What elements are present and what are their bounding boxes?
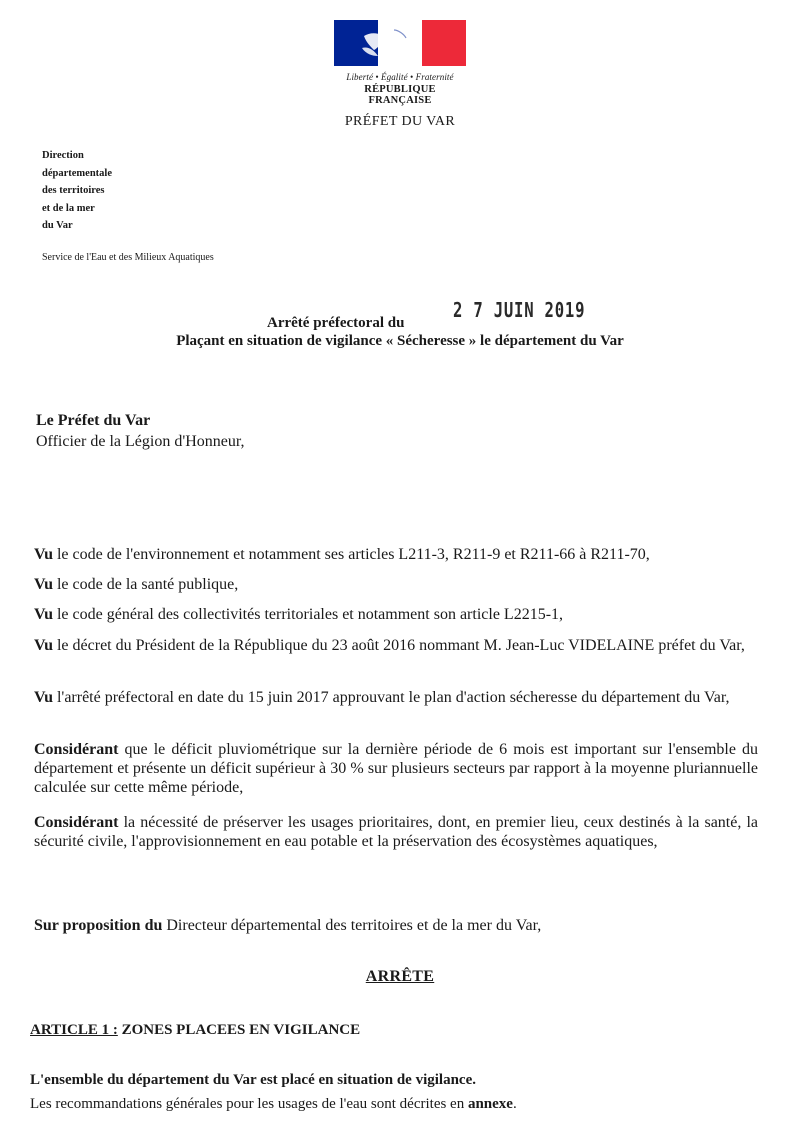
proposal-paragraph [34, 916, 758, 935]
issuing-directorate [42, 147, 112, 235]
signer-name: Le Préfet du Var [36, 412, 151, 429]
considerant-paragraph [34, 740, 758, 797]
article-1-heading [30, 1022, 360, 1039]
proposal-label: Sur proposition du [34, 917, 163, 934]
visa-paragraph [34, 636, 758, 655]
considerant-label: Considérant [34, 814, 119, 831]
visa-text: le décret du Président de la République du 23 août 2016 nommant M. Jean-Luc VIDELAINE préfet du Var, [56, 637, 745, 654]
service-name: Service de l'Eau et des Milieux Aquatiques [42, 252, 214, 263]
date-stamp: 2 7 JUIN 2019 [453, 298, 586, 322]
visa-text: le code général des collectivités territoriales et notamment son article L2215-1, [56, 606, 564, 623]
visa-text: le code de la santé publique, [56, 576, 239, 593]
marianne-profile-icon [334, 20, 466, 66]
arrete-title: Arrêté préfectoral du [267, 315, 405, 331]
recommendation-end: . [512, 1096, 517, 1112]
recommendation-text: Les recommandations générales pour les usages de l'eau sont décrites en [30, 1096, 465, 1112]
considerant-paragraph [34, 813, 758, 851]
visa-label: Vu [34, 576, 53, 593]
article-label: ARTICLE 1 : [30, 1022, 118, 1038]
proposal-text: Directeur départemental des territoires et de la mer du Var, [166, 917, 542, 934]
visa-paragraph [34, 688, 758, 707]
considerant-text: la nécessité de préserver les usages prioritaires, dont, en premier lieu, ceux destinés à la santé, la sécurité civile, l'approvisionnement en eau potable et la préservation des écosystèmes aquatiques, [34, 814, 759, 850]
republic-motto: Liberté • Égalité • Fraternité [346, 72, 454, 82]
directorate-line: et de la mer [42, 202, 95, 214]
considerant-text: que le déficit pluviométrique sur la dernière période de 6 mois est important sur l'ensemble du département et présente un déficit supérieur à 30 % sur plusieurs secteurs par rapport à la moyenne pluriannuelle calculée sur cette même période, [34, 741, 759, 796]
directorate-line: départementale [42, 167, 112, 179]
directorate-line: Direction [42, 150, 84, 161]
annex-reference: annexe [467, 1096, 513, 1112]
directorate-line: des territoires [42, 185, 105, 196]
recommendation-line [30, 1096, 517, 1113]
visa-paragraph [34, 605, 758, 624]
arrete-subject: Plaçant en situation de vigilance « Sécheresse » le département du Var [176, 333, 624, 349]
prefecture-title: PRÉFET DU VAR [344, 114, 456, 129]
article-title: ZONES PLACEES EN VIGILANCE [121, 1022, 361, 1038]
visa-paragraph [34, 545, 758, 564]
visa-paragraph [34, 575, 758, 594]
visa-label: Vu [34, 637, 53, 654]
vigilance-statement: L'ensemble du département du Var est placé en situation de vigilance. [30, 1072, 476, 1088]
visa-label: Vu [34, 689, 53, 706]
republic-name: RÉPUBLIQUE FRANÇAISE [364, 84, 436, 106]
directorate-line: du Var [42, 220, 73, 231]
marianne-logo [334, 20, 466, 106]
visa-label: Vu [34, 606, 53, 623]
visa-text: le code de l'environnement et notamment ses articles L211-3, R211-9 et R211-66 à R211-70, [56, 546, 650, 563]
signer-title: Officier de la Légion d'Honneur, [36, 433, 245, 450]
arrete-heading: ARRÊTE [365, 968, 435, 985]
visa-text: l'arrêté préfectoral en date du 15 juin 2017 approuvant le plan d'action sécheresse du département du Var, [56, 689, 730, 706]
considerant-label: Considérant [34, 741, 119, 758]
visa-label: Vu [34, 546, 53, 563]
